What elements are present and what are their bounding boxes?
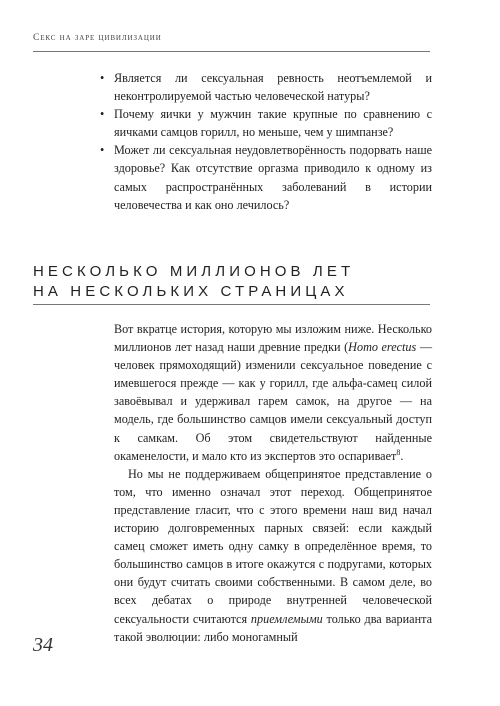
paragraph-text: только два варианта такой эволюции: либо моногамный bbox=[114, 611, 432, 644]
body-text bbox=[114, 320, 432, 646]
section-title-line-1: НЕСКОЛЬКО МИЛЛИОНОВ ЛЕТ bbox=[33, 263, 355, 280]
paragraph bbox=[114, 320, 432, 465]
bullet-icon: • bbox=[100, 107, 105, 122]
paragraph-text: Вот вкратце история, которую мы изложим ниже. Несколько миллионов лет назад наши древние предки ( bbox=[114, 322, 432, 355]
question-list bbox=[100, 69, 432, 214]
bullet-icon: • bbox=[100, 71, 105, 85]
bullet-icon: • bbox=[100, 143, 105, 158]
section-title-line-2: НА НЕСКОЛЬКИХ СТРАНИЦАХ bbox=[33, 283, 349, 300]
question-text: Может ли сексуальная неудовлетворённость подорвать наше здоровье? Как отсутствие оргазма приводило к одному из самых распространённых заболеваний в истории человечества и как оно лечилось? bbox=[114, 143, 432, 212]
paragraph-text: — человек прямоходящий) изменили сексуальное поведение с имевшегося прежде — как у горилл, где альфа-самец силой завоёвывал и удерживал гарем самок, на другое — на модель, где большинство самцов имели сексуальный доступ к самкам. Об этом свидетельствуют найденные окаменелости, и мало кто из экспертов это оспаривает bbox=[114, 340, 432, 463]
header-rule bbox=[33, 51, 430, 52]
emphasis-text: приемлемыми bbox=[250, 611, 323, 626]
footnote-ref[interactable]: 8 bbox=[396, 447, 401, 457]
section-title bbox=[33, 262, 453, 302]
running-head: Секс на заре цивилизации bbox=[33, 33, 162, 43]
list-item bbox=[100, 69, 432, 105]
section-rule bbox=[33, 304, 430, 305]
question-text: Является ли сексуальная ревность неотъемлемой и неконтролируемой частью человеческой натуры? bbox=[114, 71, 432, 104]
paragraph-text: . bbox=[400, 448, 404, 463]
species-name: Homo erectus bbox=[348, 340, 417, 355]
question-text: Почему яички у мужчин такие крупные по сравнению с яичками самцов горилл, но меньше, чем у шимпанзе? bbox=[114, 107, 432, 140]
list-item bbox=[100, 141, 432, 213]
paragraph bbox=[114, 465, 432, 646]
list-item bbox=[100, 105, 432, 141]
paragraph-text: Но мы не поддерживаем общепринятое представление о том, что именно означал этот переход. Общепринятое представление гласит, что с этого времени наш вид начал историю долговременных парных связей: если каждый самец сможет иметь одну самку в определённое время, то большинство самцов в итоге окажутся с подругами, которых они будут считать своими собственными. В самом деле, во всех дебатах о природе внутренней человеческой сексуальности считаются bbox=[114, 466, 432, 626]
page-number: 34 bbox=[33, 634, 53, 656]
